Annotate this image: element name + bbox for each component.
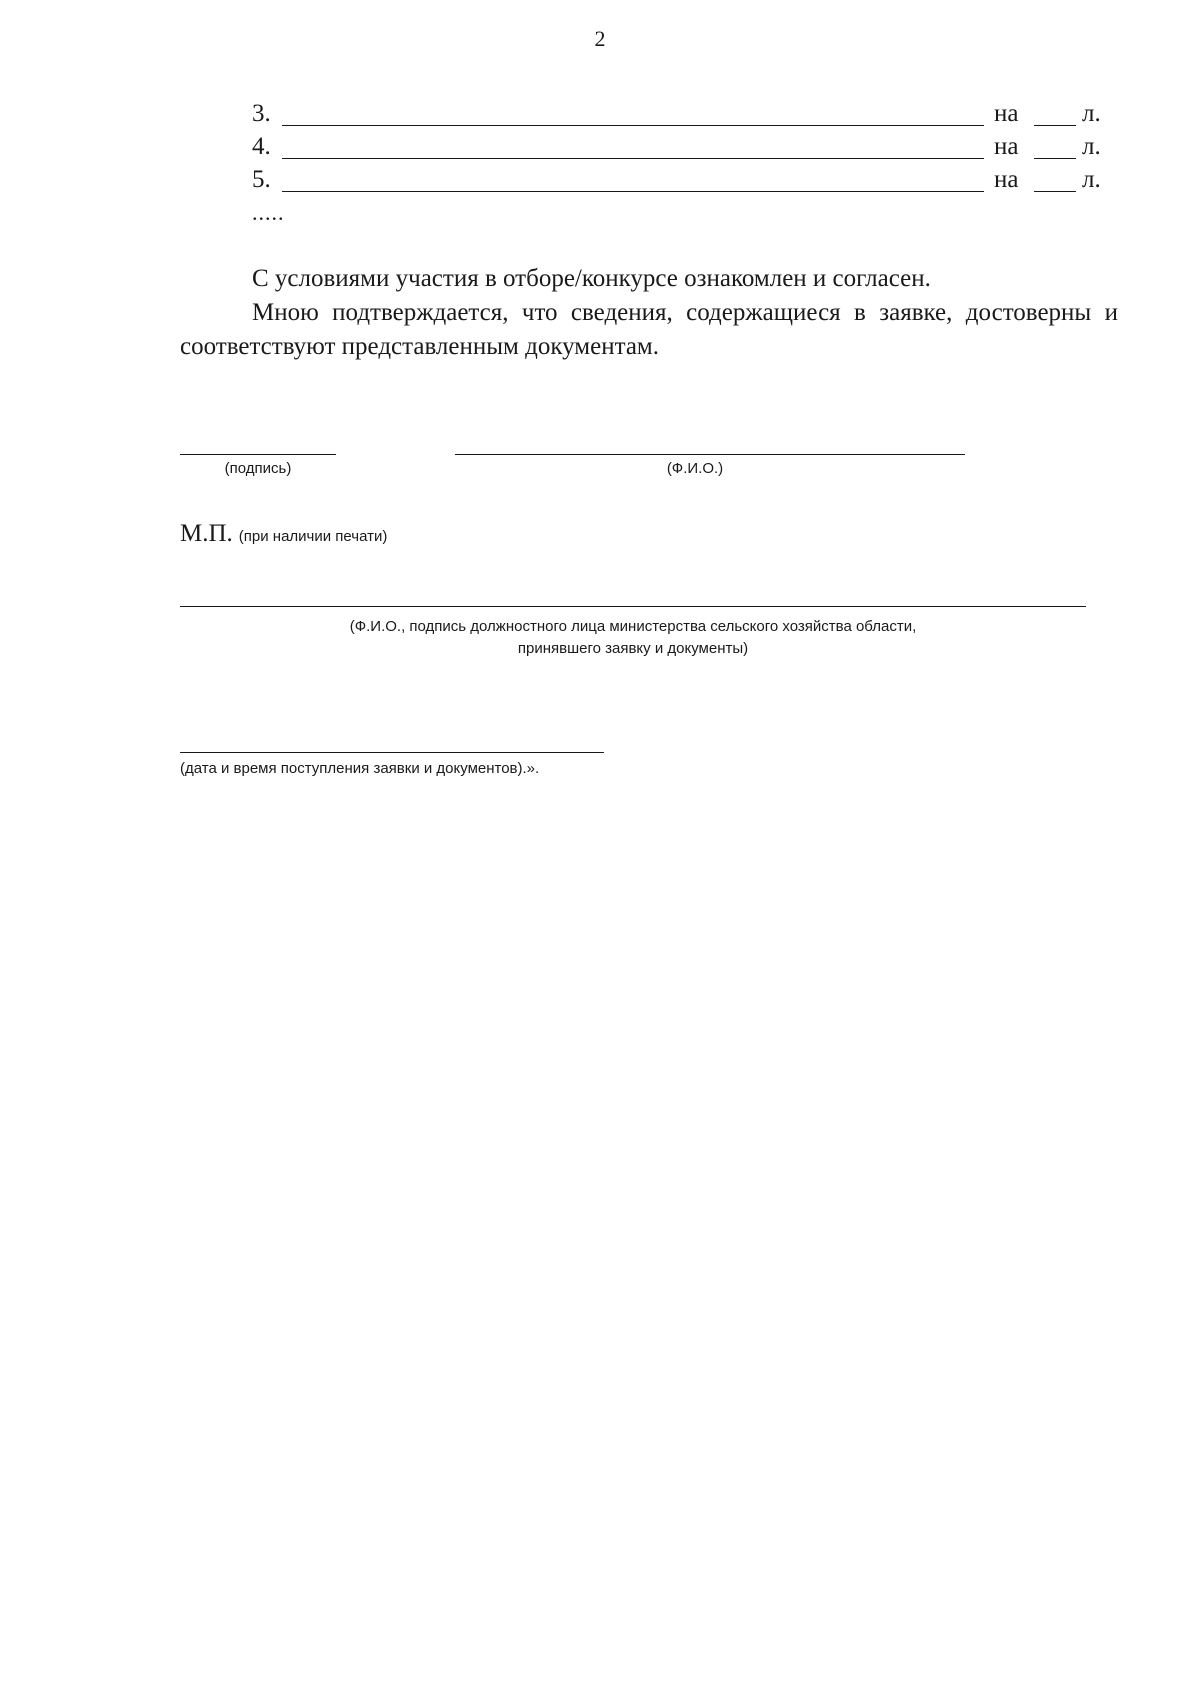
list-item-number: 5.	[252, 166, 271, 193]
official-caption-line-2: принявшего заявку и документы)	[517, 640, 749, 657]
page-number: 2	[594, 26, 606, 51]
pages-suffix: л.	[1082, 166, 1101, 193]
signature-caption: (подпись)	[224, 460, 292, 477]
signature-line[interactable]	[180, 454, 336, 455]
document-list-item-4	[252, 133, 1101, 163]
list-item-number: 3.	[252, 100, 271, 127]
list-continuation-ellipsis: .....	[252, 200, 285, 225]
seal-label: М.П.	[180, 520, 233, 547]
pages-prefix: на	[994, 100, 1019, 127]
list-item-number: 4.	[252, 133, 271, 160]
fio-caption: (Ф.И.О.)	[666, 460, 724, 477]
document-title-blank[interactable]	[282, 125, 984, 126]
pages-prefix: на	[994, 166, 1019, 193]
page-count-blank[interactable]	[1034, 125, 1076, 126]
document-list-item-3	[252, 100, 1101, 130]
official-caption	[180, 616, 1086, 660]
pages-suffix: л.	[1082, 133, 1101, 160]
official-caption-line-1: (Ф.И.О., подпись должностного лица министерства сельского хозяйства области,	[349, 618, 917, 635]
document-title-blank[interactable]	[282, 158, 984, 159]
seal-note: (при наличии печати)	[238, 528, 388, 545]
seal-placeholder	[180, 520, 387, 548]
page-count-blank[interactable]	[1034, 158, 1076, 159]
pages-suffix: л.	[1082, 100, 1101, 127]
receipt-datetime-caption: (дата и время поступления заявки и документов).».	[180, 760, 540, 777]
pages-prefix: на	[994, 133, 1019, 160]
confirmation-paragraph: Мною подтверждается, что сведения, содержащиеся в заявке, достоверны и соответствуют представленным документам.	[180, 299, 1118, 360]
receipt-datetime-line[interactable]	[180, 752, 604, 753]
document-title-blank[interactable]	[282, 191, 984, 192]
agreement-paragraph: С условиями участия в отборе/конкурсе ознакомлен и согласен.	[252, 265, 931, 292]
official-signature-line[interactable]	[180, 606, 1086, 607]
document-list-item-5	[252, 166, 1101, 196]
page-count-blank[interactable]	[1034, 191, 1076, 192]
fio-line[interactable]	[455, 454, 965, 455]
